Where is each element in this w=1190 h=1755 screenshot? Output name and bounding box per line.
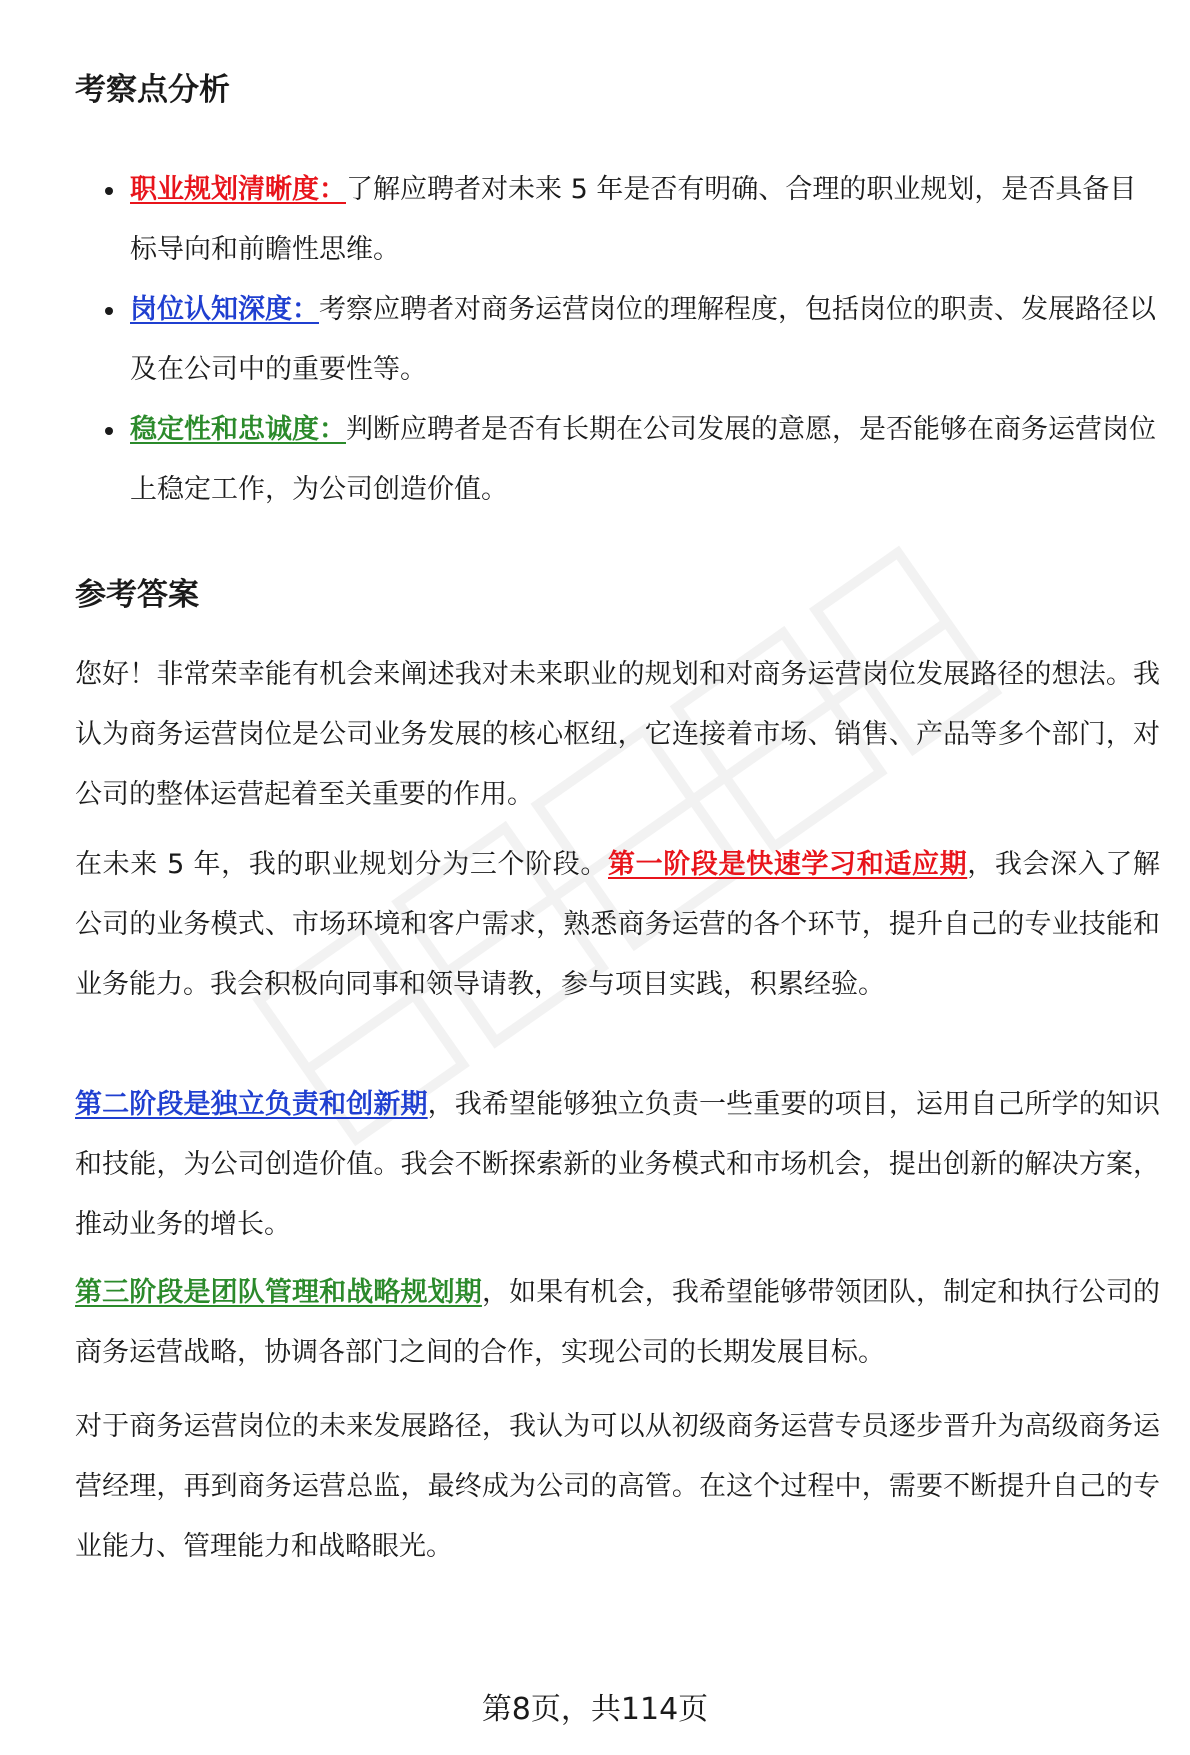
- section-heading-analysis: 考察点分析: [75, 72, 230, 108]
- point-text: 判断应聘者是否有长期在公司发展的意愿，是否能够在商务运营岗位上稳定工作，为公司创造价值。: [130, 414, 1156, 505]
- analysis-point: [75, 280, 1160, 400]
- point-keyword: 稳定性和忠诚度：: [130, 414, 346, 445]
- answer-paragraph-path: 对于商务运营岗位的未来发展路径，我认为可以从初级商务运营专员逐步晋升为高级商务运营经理，再到商务运营总监，最终成为公司的高管。在这个过程中，需要不断提升自己的专业能力、管理能力和战略眼光。: [75, 1411, 1160, 1562]
- point-text: 考察应聘者对商务运营岗位的理解程度，包括岗位的职责、发展路径以及在公司中的重要性等。: [130, 294, 1156, 385]
- answer-paragraph-intro: 您好！非常荣幸能有机会来阐述我对未来职业的规划和对商务运营岗位发展路径的想法。我认为商务运营岗位是公司业务发展的核心枢纽，它连接着市场、销售、产品等多个部门，对公司的整体运营起着至关重要的作用。: [75, 659, 1160, 810]
- stage2-keyword: 第二阶段是独立负责和创新期: [75, 1089, 428, 1120]
- paragraph-body: ，我希望能够独立负责一些重要的项目，运用自己所学的知识和技能，为公司创造价值。我会不断探索新的业务模式和市场机会，提出创新的解决方案，推动业务的增长。: [75, 1089, 1161, 1240]
- stage3-keyword: 第三阶段是团队管理和战略规划期: [75, 1277, 482, 1308]
- page-number: 第8页，共114页: [481, 1692, 709, 1727]
- paragraph-body: ，如果有机会，我希望能够带领团队，制定和执行公司的商务运营战略，协调各部门之间的合作，实现公司的长期发展目标。: [75, 1277, 1161, 1368]
- analysis-point: [75, 400, 1160, 520]
- point-text: 了解应聘者对未来 5 年是否有明确、合理的职业规划，是否具备目标导向和前瞻性思维。: [130, 174, 1137, 265]
- stage1-keyword: 第一阶段是快速学习和适应期: [608, 849, 968, 880]
- answer-paragraph-stage3: [75, 1263, 1160, 1383]
- answer-paragraph-stage2: [75, 1075, 1160, 1255]
- paragraph-lead: 在未来 5 年，我的职业规划分为三个阶段。: [75, 849, 608, 880]
- analysis-point: [75, 160, 1160, 280]
- answer-paragraph-stage1: [75, 835, 1160, 1015]
- section-heading-answer: 参考答案: [75, 577, 199, 613]
- point-keyword: 职业规划清晰度：: [130, 174, 346, 205]
- analysis-point-list: [75, 160, 1160, 520]
- paragraph-body: ，我会深入了解公司的业务模式、市场环境和客户需求，熟悉商务运营的各个环节，提升自己的专业技能和业务能力。我会积极向同事和领导请教，参与项目实践，积累经验。: [75, 849, 1161, 1000]
- point-keyword: 岗位认知深度：: [130, 294, 319, 325]
